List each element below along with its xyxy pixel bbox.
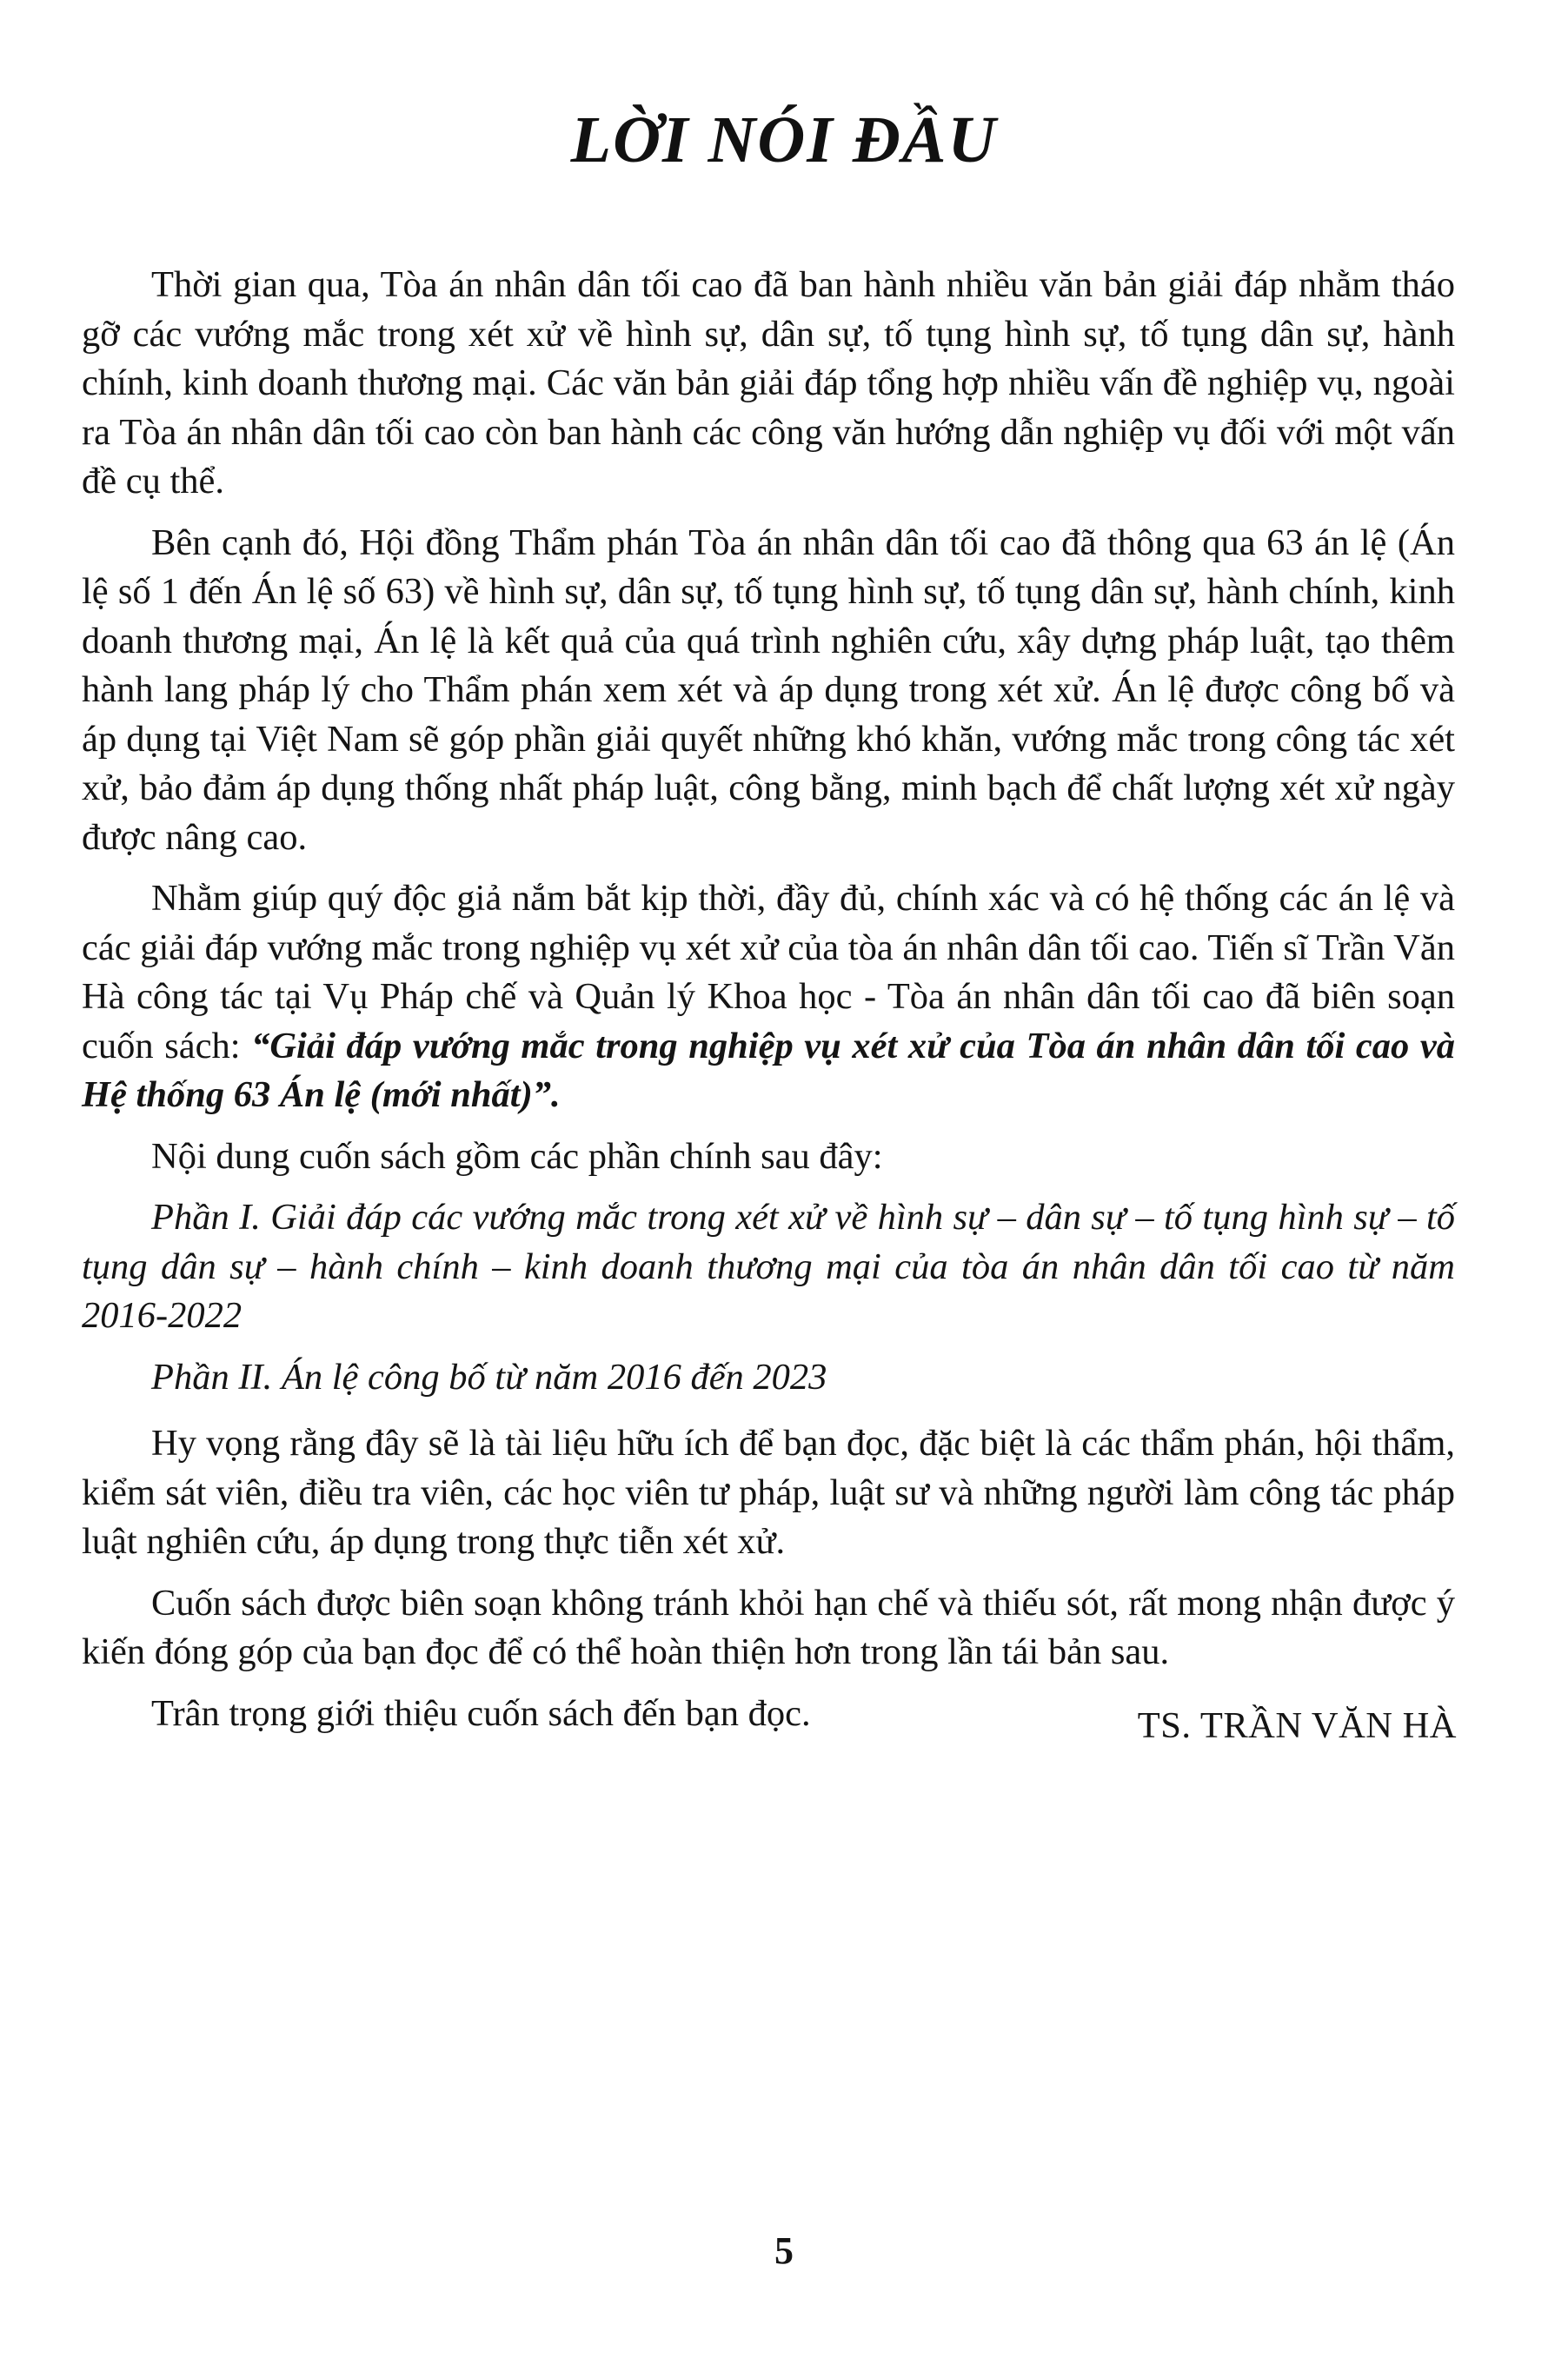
paragraph-feedback: Cuốn sách được biên soạn không tránh khỏi hạn chế và thiếu sót, rất mong nhận được ý kiến đóng góp của bạn đọc để có thể hoàn thiện hơn trong lần tái bản sau. (82, 1582, 1455, 1672)
author-signature: TS. TRẦN VĂN HÀ (1137, 1705, 1457, 1746)
body-text (82, 261, 1455, 1750)
paragraph-closing: Trân trọng giới thiệu cuốn sách đến bạn đọc. (151, 1692, 811, 1734)
paragraph-contents-intro: Nội dung cuốn sách gồm các phần chính sau đây: (151, 1135, 883, 1177)
paragraph-precedents: Bên cạnh đó, Hội đồng Thẩm phán Tòa án nhân dân tối cao đã thông qua 63 án lệ (Án lệ số 1 đến Án lệ số 63) về hình sự, dân sự, tố tụng hình sự, tố tụng dân sự, hành chính, kinh doanh thương mại, Án lệ là kết quả của quá trình nghiên cứu, xây dựng pháp luật, tạo thêm hành lang pháp lý cho Thẩm phán xem xét và áp dụng trong xét xử. Án lệ được công bố và áp dụng tại Việt Nam sẽ góp phần giải quyết những khó khăn, vướng mắc trong công tác xét xử, bảo đảm áp dụng thống nhất pháp luật, công bằng, minh bạch để chất lượng xét xử ngày được nâng cao. (82, 521, 1455, 858)
paragraph-book-purpose-lead: Nhằm giúp quý độc giả nắm bắt kịp thời, đầy đủ, chính xác và có hệ thống các án lệ và các giải đáp vướng mắc trong nghiệp vụ xét xử của tòa án nhân dân tối cao. Tiến sĩ Trần Văn Hà công tác tại Vụ Pháp chế và Quản lý Khoa học - Tòa án nhân dân tối cao đã biên soạn cuốn sách: (82, 878, 1455, 1066)
page-number: 5 (774, 2229, 794, 2272)
part-one: Phần I. Giải đáp các vướng mắc trong xét xử về hình sự – dân sự – tố tụng hình sự – tố tụng dân sự – hành chính – kinh doanh thương mại của tòa án nhân dân tối cao từ năm 2016-2022 (82, 1197, 1455, 1336)
page-title: LỜI NÓI ĐẦU (570, 103, 998, 176)
book-title: “Giải đáp vướng mắc trong nghiệp vụ xét xử của Tòa án nhân dân tối cao và Hệ thống 63 Án lệ (mới nhất)”. (82, 1025, 1455, 1115)
part-two: Phần II. Án lệ công bố từ năm 2016 đến 2023 (151, 1356, 827, 1398)
paragraph-intro: Thời gian qua, Tòa án nhân dân tối cao đã ban hành nhiều văn bản giải đáp nhằm tháo gỡ các vướng mắc trong xét xử về hình sự, dân sự, tố tụng hình sự, tố tụng dân sự, hành chính, kinh doanh thương mại. Các văn bản giải đáp tổng hợp nhiều vấn đề nghiệp vụ, ngoài ra Tòa án nhân dân tối cao còn ban hành các công văn hướng dẫn nghiệp vụ đối với một vấn đề cụ thể. (82, 264, 1455, 502)
paragraph-hope: Hy vọng rằng đây sẽ là tài liệu hữu ích để bạn đọc, đặc biệt là các thẩm phán, hội thẩm, kiểm sát viên, điều tra viên, các học viên tư pháp, luật sư và những người làm công tác pháp luật nghiên cứu, áp dụng trong thực tiễn xét xử. (82, 1423, 1455, 1562)
paragraph-book-purpose (82, 874, 1455, 1120)
